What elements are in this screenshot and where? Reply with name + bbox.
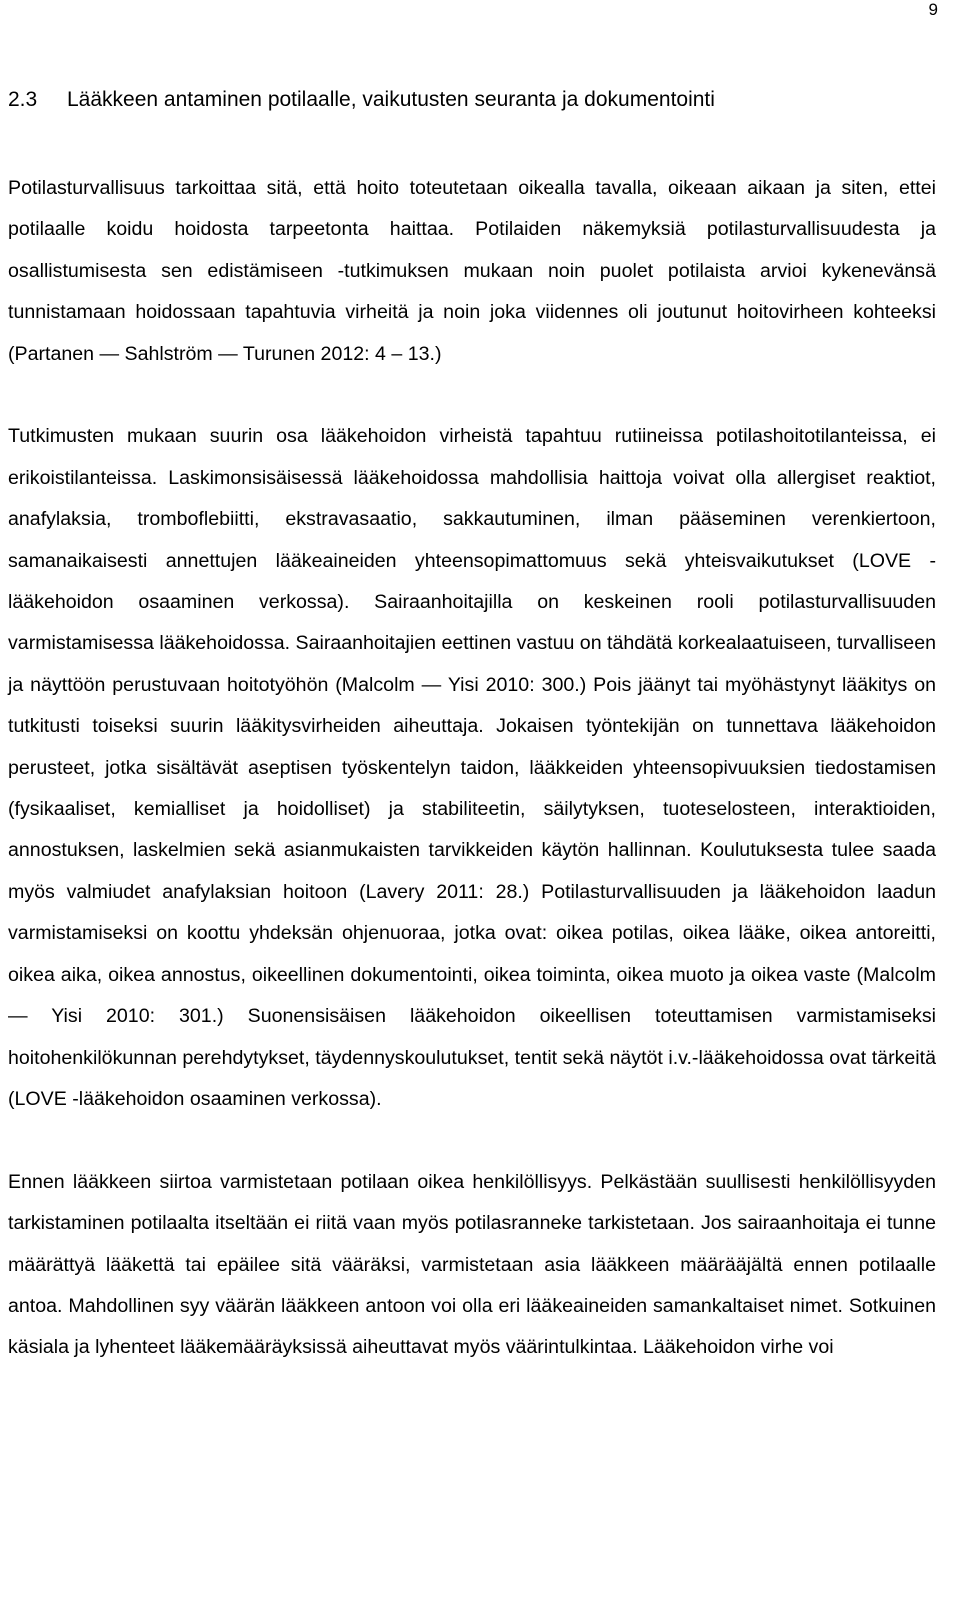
paragraph-2: Tutkimusten mukaan suurin osa lääkehoidon virheistä tapahtuu rutiineissa potilashoitotilanteissa, ei erikoistilanteissa. Laskimonsisäisessä lääkehoidossa mahdollisia haittoja voivat olla allergiset reaktiot, anafylaksia, tromboflebiitti, ekstravasaatio, sakkautuminen, ilman pääseminen verenkiertoon, samanaikaisesti annettujen lääkeaineiden yhteensopimattomuus sekä yhteisvaikutukset (LOVE -lääkehoidon osaaminen verkossa). Sairaanhoitajilla on keskeinen rooli potilasturvallisuuden varmistamisessa lääkehoidossa. Sairaanhoitajien eettinen vastuu on tähdätä korkealaatuiseen, turvalliseen ja näyttöön perustuvaan hoitotyöhön (Malcolm — Yisi 2010: 300.) Pois jäänyt tai myöhästynyt lääkitys on tutkitusti toiseksi suurin lääkitysvirheiden aiheuttaja. Jokaisen työntekijän on tunnettava lääkehoidon perusteet, jotka sisältävät aseptisen työskentelyn taidon, lääkkeiden yhteensopivuuksien tiedostamisen (fysikaaliset, kemialliset ja hoidolliset) ja stabiliteetin, säilytyksen, tuoteselosteen, interaktioiden, annostuksen, laskelmien sekä asianmukaisten tarvikkeiden käytön hallinnan. Koulutuksesta tulee saada myös valmiudet anafylaksian hoitoon (Lavery 2011: 28.) Potilasturvallisuuden ja lääkehoidon laadun varmistamiseksi on koottu yhdeksän ohjenuoraa, jotka ovat: oikea potilas, oikea lääke, oikea antoreitti, oikea aika, oikea annostus, oikeellinen dokumentointi, oikea toiminta, oikea muoto ja oikea vaste (Malcolm — Yisi 2010: 301.) Suonensisäisen lääkehoidon oikeellisen toteuttamisen varmistamiseksi hoitohenkilökunnan perehdytykset, täydennyskoulutukset, tentit sekä näytöt i.v.-lääkehoidossa ovat tärkeitä (LOVE -lääkehoidon osaaminen verkossa). — [8, 425, 936, 1110]
body-text — [8, 168, 936, 1369]
paragraph-1: Potilasturvallisuus tarkoittaa sitä, että hoito toteutetaan oikealla tavalla, oikeaan aikaan ja siten, ettei potilaalle koidu hoidosta tarpeetonta haittaa. Potilaiden näkemyksiä potilasturvallisuudesta ja osallistumisesta sen edistämiseen -tutkimuksen mukaan noin puolet potilaista arvioi kykenevänsä tunnistamaan hoidossaan tapahtuvia virheitä ja noin joka viidennes oli joutunut hoitovirheen kohteeksi (Partanen — Sahlström — Turunen 2012: 4 – 13.) — [8, 177, 936, 365]
section-title: Lääkkeen antaminen potilaalle, vaikutusten seuranta ja dokumentointi — [67, 88, 715, 111]
section-number: 2.3 — [8, 88, 38, 111]
paragraph-3: Ennen lääkkeen siirtoa varmistetaan potilaan oikea henkilöllisyys. Pelkästään suullisesti henkilöllisyyden tarkistaminen potilaalta itseltään ei riitä vaan myös potilasranneke tarkistetaan. Jos sairaanhoitaja ei tunne määrättyä lääkettä tai epäilee sitä vääräksi, varmistetaan asia lääkkeen määrääjältä ennen potilaalle antoa. Mahdollinen syy väärän lääkkeen antoon voi olla eri lääkeaineiden samankaltaiset nimet. Sotkuinen käsiala ja lyhenteet lääkemääräyksissä aiheuttavat myös väärintulkintaa. Lääkehoidon virhe voi — [8, 1170, 936, 1359]
page-number: 9 — [928, 0, 938, 19]
section-heading — [8, 86, 715, 114]
